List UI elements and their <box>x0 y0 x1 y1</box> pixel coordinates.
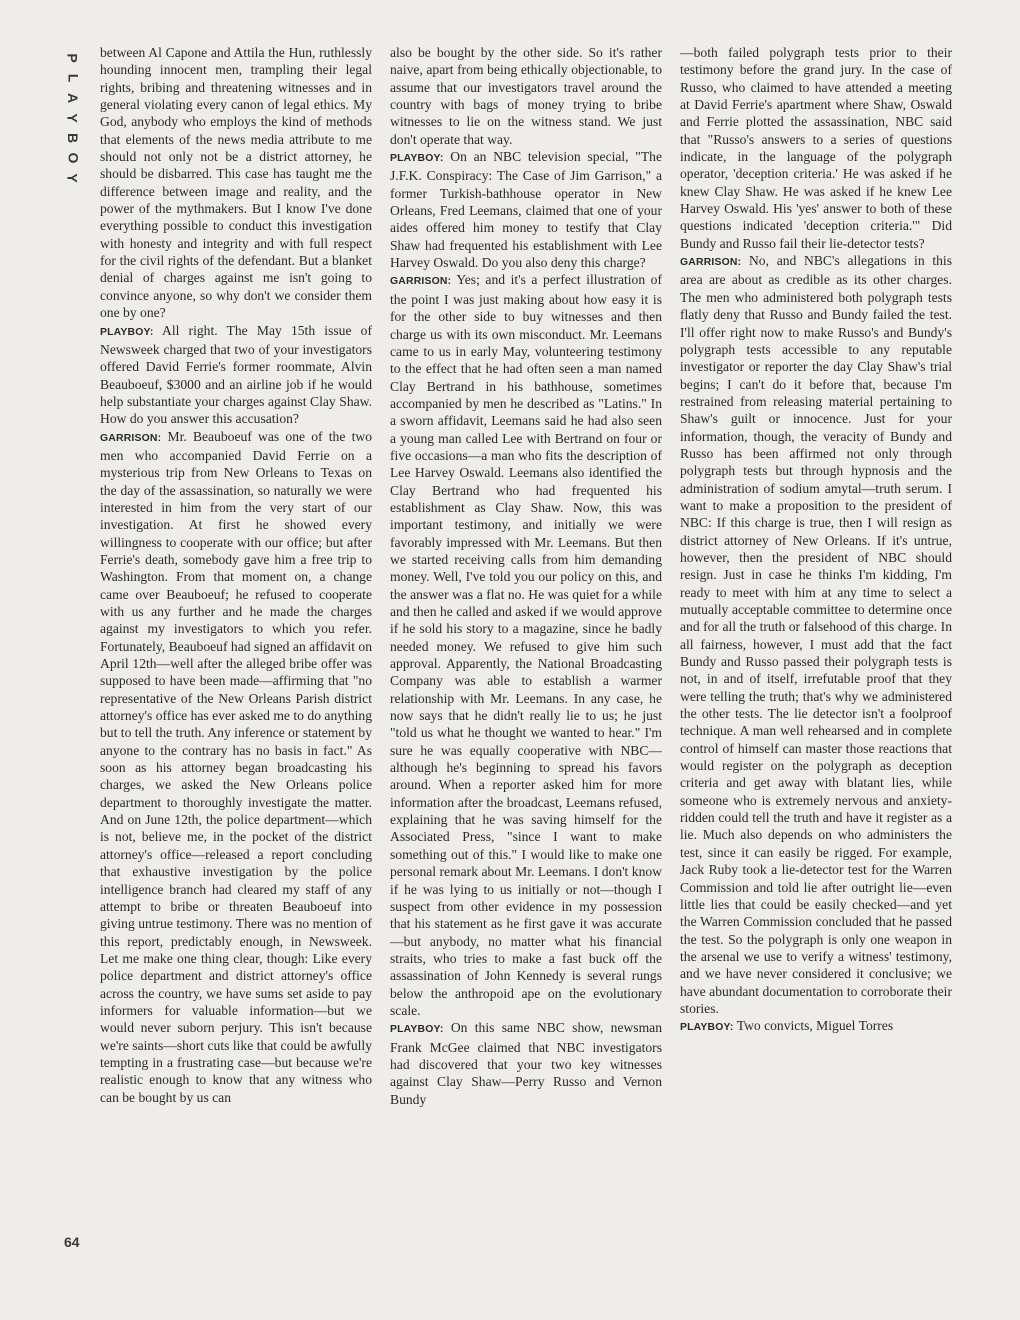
masthead-letter: Y <box>65 113 81 123</box>
masthead-letter: L <box>65 73 81 83</box>
qa-paragraph <box>680 1017 952 1036</box>
masthead-letter: Y <box>65 173 81 183</box>
qa-paragraph <box>100 322 372 428</box>
speaker-label: PLAYBOY: <box>390 153 444 165</box>
qa-paragraph <box>390 271 662 1019</box>
paragraph-text: —both failed polygraph tests prior to their testimony before the grand jury. In the case of Russo, who claimed to have attended a meeting at David Ferrie's apartment where Shaw, Oswald and Ferrie plotted the assassination, NBC said that "Russo's answers to a series of questions indicate, in the language of the polygraph operator, 'deception criteria.' He was asked if he knew Clay Shaw. He was asked if he knew Lee Harvey Oswald. His 'yes' answer to both of these questions indicated 'deception criteria.'" Did Bundy and Russo fail their lie-detector tests? <box>680 45 952 251</box>
masthead-letter: A <box>65 92 81 104</box>
paragraph-text: Two convicts, Miguel Torres <box>736 1018 894 1034</box>
continued-paragraph <box>680 44 952 252</box>
paragraph-text: On this same NBC show, newsman Frank McGee claimed that NBC investigators had discovered that your two key witnesses against Clay Shaw—Perry Russo and Vernon Bundy <box>390 1020 662 1107</box>
speaker-label: GARRISON: <box>680 257 742 269</box>
qa-paragraph <box>390 148 662 271</box>
paragraph-text: between Al Capone and Attila the Hun, ruthlessly hounding innocent men, trampling their legal rights, bribing and threatening witnesses and in general violating every canon of legal ethics. My God, anybody who employs the kind of methods that elements of the news media attribute to me should not only not be a district attorney, he should be disbarred. This case has taught me the difference between image and reality, and the power of the mythmakers. But I know I've done everything possible to conduct this investigation with honesty and integrity and with full respect for the civil rights of the defendant. But a blanket denial of charges against me isn't going to convince anyone, so why don't we consider them one by one? <box>100 45 372 321</box>
masthead-letter: O <box>64 152 81 164</box>
text-column-2 <box>390 44 662 1254</box>
qa-paragraph <box>680 252 952 1017</box>
masthead <box>62 48 84 188</box>
page-number: 64 <box>64 1234 80 1250</box>
speaker-label: GARRISON: <box>390 276 452 288</box>
speaker-label: GARRISON: <box>100 432 162 444</box>
speaker-label: PLAYBOY: <box>680 1022 734 1034</box>
qa-paragraph <box>390 1019 662 1108</box>
speaker-label: PLAYBOY: <box>100 326 154 338</box>
qa-paragraph <box>100 428 372 1106</box>
paragraph-text: Yes; and it's a perfect illustration of the point I was just making about how easy it is for the other side to buy witnesses and then charge us with its own misconduct. Mr. Leemans came to us in early May, volunteering testimony to the effect that he had often seen a man named Clay Bertrand in his bathhouse, sometimes accompanied by men he described as "Latins." In a sworn affidavit, Leemans said he had also seen a young man called Lee with Bertrand on four or five occasions—a man who fits the description of Lee Harvey Oswald. Leemans also identified the Clay Bertrand who had frequented his establishment as Clay Shaw. Now, this was important testimony, and initially we were favorably impressed with Mr. Leemans. But then we started receiving calls from him demanding money. Well, I've told you our policy on this, and the answer was a flat no. He was quiet for a while and then he called and asked if we would approve if he sold his story to a magazine, since he badly needed money. We refused to give him such approval. Apparently, the National Broadcasting Company was able to establish a warmer relationship with Mr. Leemans. In any case, he now says that he didn't really lie to us; he just "told us what he thought we wanted to hear." I'm sure he was equally cooperative with NBC—although he's beginning to spread his favors around. When a reporter asked him for more information after the broadcast, Leemans refused, explaining that he was saving himself for the Associated Press, "since I want to make something out of this." I would like to make one personal remark about Mr. Leemans. I don't know if he was lying to us initially or not—though I suspect from other evidence in my possession that his statement as he first gave it was accurate—but anybody, no matter what his financial straits, who tries to make a fast buck off the assassination of John Kennedy is several rungs below the anthropoid ape on the evolutionary scale. <box>390 272 662 1018</box>
paragraph-text: also be bought by the other side. So it's rather naive, apart from being ethically objectionable, to assume that our investigators travel around the country with bags of money trying to bribe witnesses to lie on the witness stand. We just don't operate that way. <box>390 45 662 147</box>
masthead-letter: P <box>65 53 81 63</box>
continued-paragraph <box>390 44 662 148</box>
paragraph-text: Mr. Beauboeuf was one of the two men who accompanied David Ferrie on a mysterious trip from New Orleans to Texas on the day of the assassination, so naturally we were interested in him from the very start of our investigation. At first he showed every willingness to cooperate with our office; but after Ferrie's death, somebody gave him a free trip to Washington. From that moment on, a change came over Beauboeuf; he refused to cooperate with us any further and he made the charges against my investigators to which you refer. Fortunately, Beauboeuf had signed an affidavit on April 12th—well after the alleged bribe offer was supposed to have been made—affirming that "no representative of the New Orleans Parish district attorney's office has ever asked me to do anything but to tell the truth. Any inference or statement by anyone to the contrary has no basis in fact." As soon as his attorney began broadcasting his charges, we asked the New Orleans police department to thoroughly investigate the matter. And on June 12th, the police department—which is not, believe me, in the pocket of the district attorney's office—released a report concluding that exhaustive investigation by the police intelligence branch had cleared my staff of any attempt to bribe or threaten Beauboeuf into giving untrue testimony. There was no mention of this report, predictably enough, in Newsweek. Let me make one thing clear, though: Like every police department and district attorney's office across the country, we have sums set aside to pay informers for valuable information—but we would never suborn perjury. This isn't because we're saints—short cuts like that could be awfully tempting in a frustrating case—but because we're realistic enough to know that any witness who can be bought by us can <box>100 428 372 1105</box>
masthead-letter: B <box>65 132 81 144</box>
paragraph-text: On an NBC television special, "The J.F.K. Conspiracy: The Case of Jim Garrison," a former Turkish-bathhouse operator in New Orleans, Fred Leemans, claimed that one of your aides offered him money to testify that Clay Shaw had frequented his establishment with Lee Harvey Oswald. Do you also deny this charge? <box>390 149 662 271</box>
speaker-label: PLAYBOY: <box>390 1024 444 1036</box>
paragraph-text: No, and NBC's allegations in this area are about as credible as its other charges. The men who administered both polygraph tests flatly deny that Russo and Bundy failed the test. I'll offer right now to make Russo's and Bundy's polygraph tests accessible to any reputable investigator or reporter the day Clay Shaw's trial begins; I can't do it before that, because I'm restrained from releasing material pertaining to Shaw's guilt or innocence. Just for your information, though, the veracity of Bundy and Russo has been affirmed not only through polygraph tests but through hypnosis and the administration of sodium amytal—truth serum. I want to make a proposition to the president of NBC: If this charge is true, then I will resign as district attorney of New Orleans. If it's untrue, however, then the president of NBC should resign. Just in case he thinks I'm kidding, I'm ready to meet with him at any time to select a mutually acceptable committee to determine once and for all the truth or falsehood of this charge. In all fairness, however, I must add that the fact Bundy and Russo passed their polygraph tests is not, in and of itself, irrefutable proof that they were telling the truth; that's why we administered the other tests. The lie detector isn't a foolproof technique. A man well rehearsed and in complete control of himself can master those reactions that would register on the polygraph as deception criteria and get away with blatant lies, while someone who is extremely nervous and anxiety-ridden could tell the truth and have it register as a lie. Much also depends on who administers the test, since it can easily be rigged. For example, Jack Ruby took a lie-detector test for the Warren Commission and told lie after outright lie—even little lies that could be easily checked—and yet the Warren Commission concluded that he passed the test. So the polygraph is only one weapon in the arsenal we use to verify a witness' testimony, and we have never considered it conclusive; we have abundant documentation to corroborate their stories. <box>680 253 952 1016</box>
paragraph-text: All right. The May 15th issue of Newsweek charged that two of your investigators offered David Ferrie's former roommate, Alvin Beauboeuf, $3000 and an airline job if he would help substantiate your charges against Clay Shaw. How do you answer this accusation? <box>100 322 372 427</box>
text-column-1 <box>100 44 372 1254</box>
continued-paragraph <box>100 44 372 322</box>
text-column-3 <box>680 44 952 1254</box>
